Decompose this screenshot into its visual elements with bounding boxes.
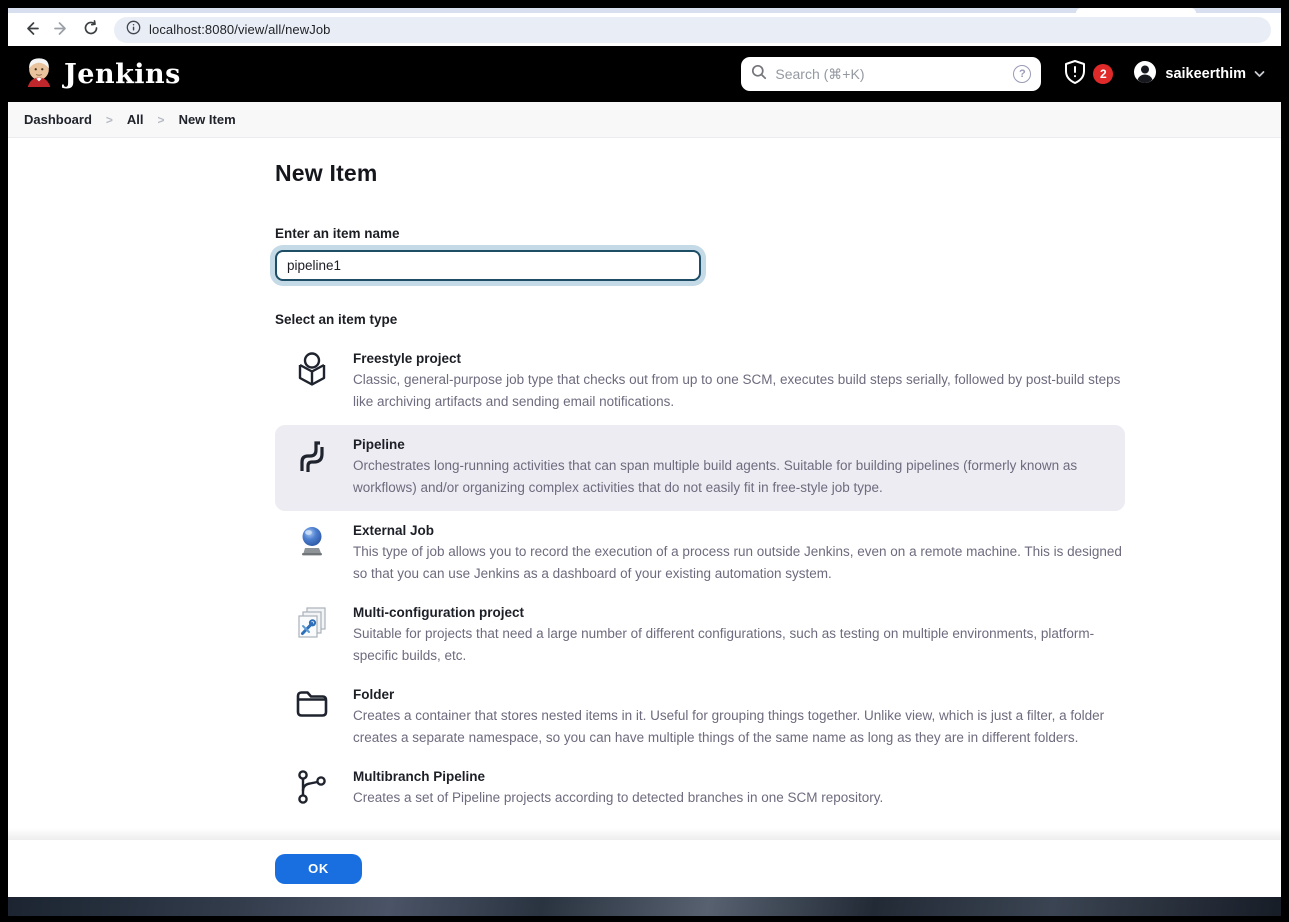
browser-active-tab[interactable] — [1076, 8, 1196, 13]
chevron-down-icon — [1254, 65, 1265, 83]
username-label: saikeerthim — [1165, 66, 1246, 82]
stacked-sheets-wrench-icon — [294, 605, 330, 641]
item-title: Freestyle project — [353, 351, 462, 366]
item-description: Creates a set of Pipeline projects according to detected branches in one SCM repository. — [353, 790, 884, 805]
item-type-freestyle[interactable] — [275, 341, 1125, 423]
search-box[interactable] — [741, 57, 1041, 91]
item-name-label: Enter an item name — [275, 226, 400, 241]
item-description: Orchestrates long-running activities that can span multiple build agents. Suitable for building pipelines (formerly known as workflows) and/or organizing complex activities that do not easily fit in free-style job type. — [353, 458, 1078, 495]
desktop-wallpaper — [8, 897, 1281, 916]
globe-pin-icon — [294, 523, 330, 559]
item-type-list — [275, 341, 1125, 819]
jenkins-butler-logo-icon — [24, 56, 54, 93]
forward-button[interactable] — [48, 17, 74, 43]
browser-toolbar — [8, 13, 1281, 46]
breadcrumb-all[interactable]: All — [126, 112, 144, 127]
user-menu[interactable] — [1133, 60, 1265, 89]
warning-count-badge[interactable]: 2 — [1093, 64, 1113, 84]
item-type-pipeline[interactable] — [275, 425, 1125, 511]
url-text: localhost:8080/view/all/newJob — [149, 22, 331, 37]
jenkins-header — [8, 46, 1281, 102]
item-description: Classic, general-purpose job type that checks out from up to one SCM, executes build steps serially, followed by post-build steps like archiving artifacts and sending email notifications. — [353, 372, 1121, 409]
cube-icon — [294, 351, 330, 387]
user-avatar-icon — [1133, 60, 1157, 89]
main-content — [8, 138, 1281, 897]
folder-icon — [294, 687, 330, 723]
scroll-fade — [8, 828, 1281, 840]
item-title: Folder — [353, 687, 395, 702]
item-description: Creates a container that stores nested items in it. Useful for grouping things together. Unlike view, which is just a filter, a folder creates a separate namespace, so you can have multiple things of the same name as long as they are in different folders. — [353, 708, 1105, 745]
item-title: External Job — [353, 523, 435, 538]
browser-tab-strip — [8, 8, 1281, 13]
item-type-multibranch-pipeline[interactable] — [275, 759, 1125, 819]
item-description: This type of job allows you to record the execution of a process run outside Jenkins, even on a remote machine. This is designed so that you can use Jenkins as a dashboard of your existing automation system. — [353, 544, 1122, 581]
back-arrow-icon — [23, 20, 40, 40]
item-type-label: Select an item type — [275, 312, 398, 327]
ok-button[interactable]: OK — [275, 854, 362, 884]
back-button[interactable] — [18, 17, 44, 43]
chevron-right-icon: > — [105, 112, 113, 127]
item-description: Suitable for projects that need a large number of different configurations, such as testing on multiple environments, platform-specific builds, etc. — [353, 626, 1095, 663]
security-shield-warning-icon[interactable] — [1063, 59, 1087, 90]
browser-window — [8, 8, 1281, 916]
item-title: Multibranch Pipeline — [353, 769, 486, 784]
git-branch-icon — [294, 769, 330, 805]
breadcrumb-new-item[interactable]: New Item — [178, 112, 236, 127]
address-bar[interactable] — [114, 17, 1271, 43]
item-type-multi-configuration[interactable] — [275, 595, 1125, 677]
page-info-icon[interactable] — [126, 20, 141, 40]
bottom-action-bar — [8, 840, 1281, 897]
forward-arrow-icon — [53, 20, 70, 40]
pipeline-icon — [294, 437, 330, 473]
search-help-icon[interactable]: ? — [1013, 65, 1031, 83]
jenkins-brand-name: Jenkins — [64, 58, 181, 90]
search-icon — [751, 64, 767, 85]
chevron-right-icon: > — [157, 112, 165, 127]
breadcrumb-dashboard[interactable]: Dashboard — [24, 112, 92, 127]
reload-icon — [83, 20, 99, 39]
header-actions — [1063, 59, 1265, 90]
item-name-input[interactable] — [275, 250, 701, 281]
search-input[interactable] — [775, 66, 1005, 82]
page-title: New Item — [275, 160, 378, 186]
reload-button[interactable] — [78, 17, 104, 43]
jenkins-home-link[interactable] — [24, 56, 181, 93]
item-title: Multi-configuration project — [353, 605, 524, 620]
item-type-external-job[interactable] — [275, 513, 1125, 595]
breadcrumb — [8, 102, 1281, 138]
item-type-folder[interactable] — [275, 677, 1125, 759]
item-title: Pipeline — [353, 437, 405, 452]
